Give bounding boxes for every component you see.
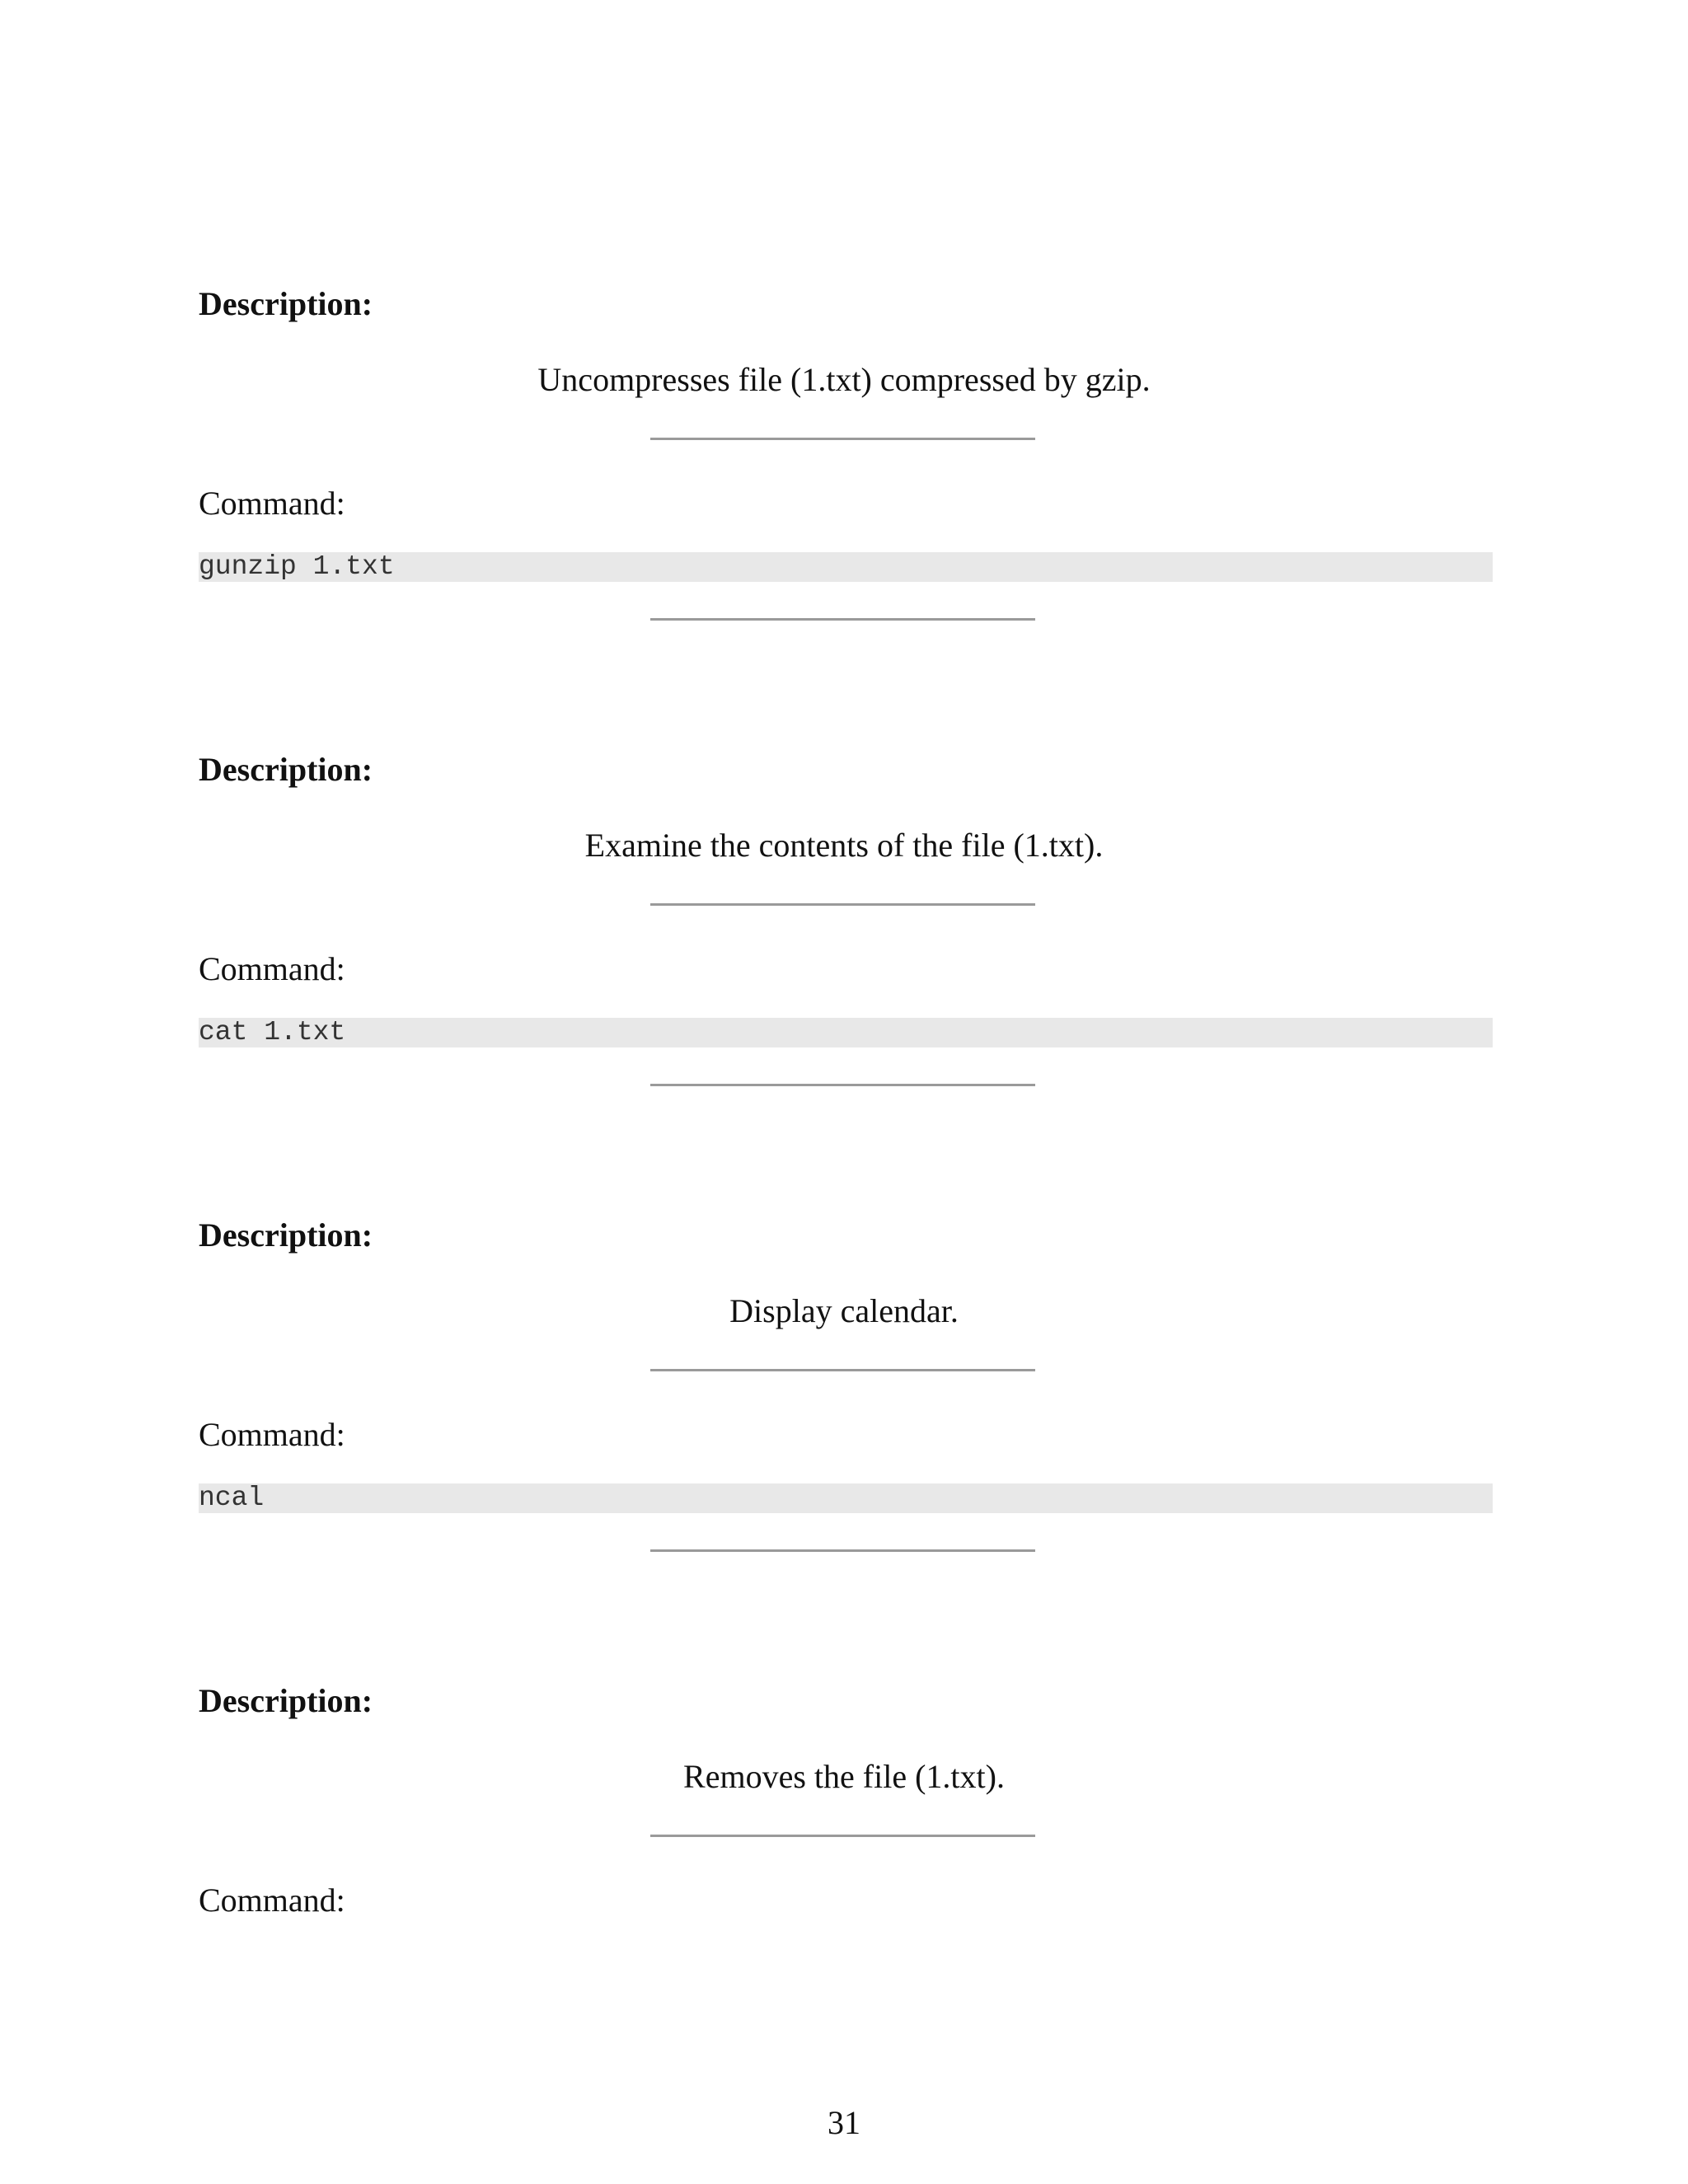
divider-rule (650, 903, 1035, 906)
command-label: Command: (199, 1416, 345, 1453)
command-label: Command: (199, 485, 345, 522)
description-text: Removes the file (1.txt). (683, 1758, 1005, 1795)
description-text: Uncompresses file (1.txt) compressed by gzip. (537, 361, 1151, 398)
divider-rule (650, 1835, 1035, 1837)
divider-rule (650, 1084, 1035, 1086)
command-code: ncal (199, 1483, 265, 1513)
command-label: Command: (199, 1882, 345, 1919)
page-number: 31 (828, 2104, 860, 2141)
divider-rule (650, 618, 1035, 621)
description-heading: Description: (199, 751, 373, 788)
command-code: gunzip 1.txt (199, 551, 395, 582)
command-code-block (199, 552, 1493, 582)
description-heading: Description: (199, 1216, 373, 1254)
description-heading: Description: (199, 1682, 373, 1719)
divider-rule (650, 438, 1035, 440)
description-heading: Description: (199, 285, 373, 322)
command-code-block (199, 1483, 1493, 1513)
description-text: Examine the contents of the file (1.txt). (584, 827, 1104, 864)
command-label: Command: (199, 950, 345, 987)
divider-rule (650, 1369, 1035, 1371)
description-text: Display calendar. (729, 1292, 959, 1329)
command-code: cat 1.txt (199, 1017, 346, 1047)
command-code-block (199, 1018, 1493, 1047)
divider-rule (650, 1549, 1035, 1552)
